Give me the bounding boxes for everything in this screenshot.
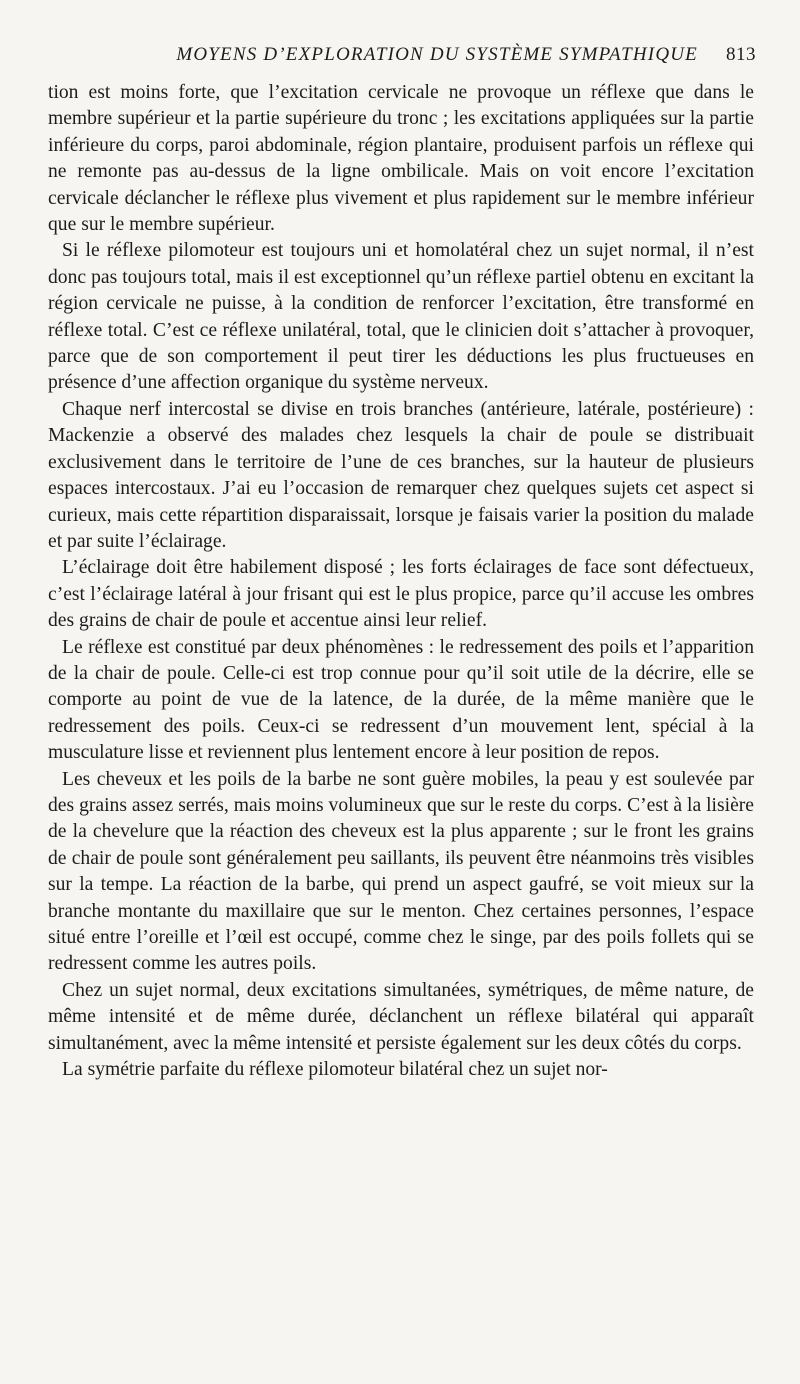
paragraph: Le réflexe est constitué par deux phénomènes : le redressement des poils et l’apparition de la chair de poule. Celle-ci est trop connue pour qu’il soit utile de la décrire, elle se comporte au point de vue de la latence, de la durée, de la même manière que le redressement des poils. Ceux-ci se redressent d’un mouvement lent, spécial à la musculature lisse et reviennent plus lentement encore à leur position de repos. xyxy=(48,636,754,764)
paragraph: Chaque nerf intercostal se divise en trois branches (antérieure, latérale, postérieure) : Mackenzie a observé des malades chez lesquels la chair de poule se distribuait exclusivement dans le territoire de l’une de ces branches, sur la hauteur de plusieurs espaces intercostaux. J’ai eu l’occasion de remarquer chez quelques sujets cet aspect si curieux, mais cette répartition disparaissait, lorsque je faisais varier la position du malade et par suite l’éclairage. xyxy=(48,398,754,552)
running-title: MOYENS D’EXPLORATION DU SYSTÈME SYMPATHIQUE xyxy=(176,44,698,65)
body-text xyxy=(48,80,754,1083)
paragraph: Les cheveux et les poils de la barbe ne sont guère mobiles, la peau y est soulevée par des grains assez serrés, mais moins volumineux que sur le reste du corps. C’est à la lisière de la chevelure que la réaction des cheveux est la plus apparente ; sur le front les grains de chair de poule sont généralement peu saillants, ils peuvent être néanmoins très visibles sur la tempe. La réaction de la barbe, qui prend un aspect gaufré, se voit mieux sur la branche montante du maxillaire que sur le menton. Chez certaines personnes, l’espace situé entre l’oreille et l’œil est occupé, comme chez le singe, par des poils follets qui se redressent comme les autres poils. xyxy=(48,768,754,975)
paragraph: tion est moins forte, que l’excitation cervicale ne provoque un réflexe que dans le membre supérieur et la partie supérieure du tronc ; les excitations appliquées sur la partie inférieure du corps, paroi abdominale, région plantaire, produisent parfois un réflexe qui ne remonte pas au-dessus de la ligne ombilicale. Mais on voit encore l’excitation cervicale déclancher le réflexe plus vivement et plus rapidement sur le membre inférieur que sur le membre supérieur. xyxy=(48,82,754,236)
paragraph: Chez un sujet normal, deux excitations simultanées, symétriques, de même nature, de même intensité et de même durée, déclanchent un réflexe bilatéral qui apparaît simultanément, avec la même intensité et persiste également sur les deux côtés du corps. xyxy=(48,979,754,1054)
page-number: 813 xyxy=(726,44,756,65)
paragraph: La symétrie parfaite du réflexe pilomoteur bilatéral chez un sujet nor- xyxy=(62,1059,608,1081)
running-header xyxy=(60,44,756,70)
paragraph: L’éclairage doit être habilement disposé ; les forts éclairages de face sont défectueux, c’est l’éclairage latéral à jour frisant qui est le plus propice, parce qu’il accuse les ombres des grains de chair de poule et accentue ainsi leur relief. xyxy=(48,557,754,632)
paragraph: Si le réflexe pilomoteur est toujours uni et homolatéral chez un sujet normal, il n’est donc pas toujours total, mais il est exceptionnel qu’un réflexe partiel obtenu en excitant la région cervicale ne puisse, à la condition de renforcer l’excitation, être transformé en réflexe total. C’est ce réflexe unilatéral, total, que le clinicien doit s’attacher à provoquer, parce que de son comportement il peut tirer les déductions les plus fructueuses en présence d’une affection organique du système nerveux. xyxy=(48,240,754,394)
